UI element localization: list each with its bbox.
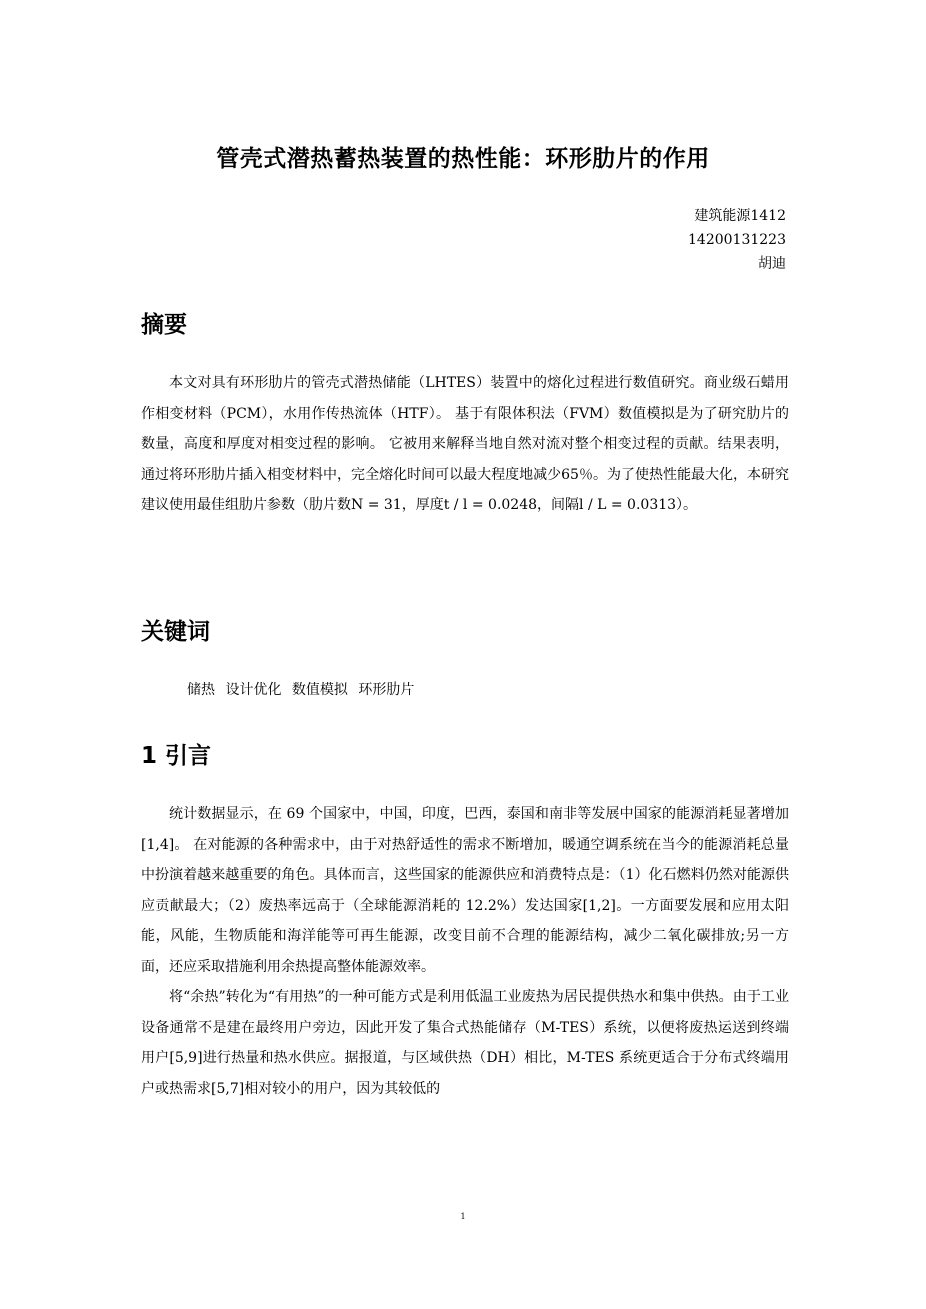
keyword-item: 储热: [187, 682, 215, 698]
author-name: 胡迪: [758, 256, 786, 272]
keyword-item: 设计优化: [225, 682, 282, 698]
keyword-item: 数值模拟: [291, 682, 348, 698]
introduction-body: [141, 799, 789, 1104]
abstract-paragraph: 本文对具有环形肋片的管壳式潜热储能（LHTES）装置中的熔化过程进行数值研究。商业级石蜡用作相变材料（PCM），水用作传热流体（HTF）。 基于有限体积法（FVM）数值模拟是为了研究肋片的数量，高度和厚度对相变过程的影响。 它被用来解释当地自然对流对整个相变过程的贡献。结果表明，通过将环形肋片插入相变材料中，完全熔化时间可以最大程度地减少65％。为了使热性能最大化，本研究建议使用最佳组肋片参数（肋片数N = 31，厚度t / l = 0.0248，间隔l / L = 0.0313）。: [141, 375, 789, 513]
author-block: [688, 204, 786, 276]
keywords-heading: 关键词: [141, 619, 210, 645]
abstract-body: [141, 368, 789, 521]
keyword-item: 环形肋片: [358, 682, 415, 698]
introduction-paragraph: 统计数据显示，在 69 个国家中，中国，印度，巴西，泰国和南非等发展中国家的能源消耗显著增加[1,4]。 在对能源的各种需求中，由于对热舒适性的需求不断增加，暖通空调系统在当今的能源消耗总量中扮演着越来越重要的角色。具体而言，这些国家的能源供应和消费特点是：（1）化石燃料仍然对能源供应贡献最大；（2）废热率远高于（全球能源消耗的 12.2%）发达国家[1,2]。一方面要发展和应用太阳能，风能，生物质能和海洋能等可再生能源，改变目前不合理的能源结构，减少二氧化碳排放;另一方面，还应采取措施利用余热提高整体能源效率。: [141, 806, 789, 975]
page-number: 1: [460, 1212, 466, 1221]
abstract-heading: 摘要: [141, 312, 187, 338]
author-student-id: 14200131223: [688, 232, 786, 248]
document-title: 管壳式潜热蓄热装置的热性能：环形肋片的作用: [216, 146, 710, 172]
introduction-paragraph: 将“余热”转化为“有用热”的一种可能方式是利用低温工业废热为居民提供热水和集中供热。由于工业设备通常不是建在最终用户旁边，因此开发了集合式热能储存（M-TES）系统，以便将废热运送到终端用户[5,9]进行热量和热水供应。据报道，与区域供热（DH）相比，M-TES 系统更适合于分布式终端用户或热需求[5,7]相对较小的用户，因为其较低的: [141, 989, 789, 1097]
author-class: 建筑能源1412: [694, 208, 786, 224]
keywords-list: [187, 678, 420, 702]
introduction-heading: 1 引言: [141, 743, 212, 769]
